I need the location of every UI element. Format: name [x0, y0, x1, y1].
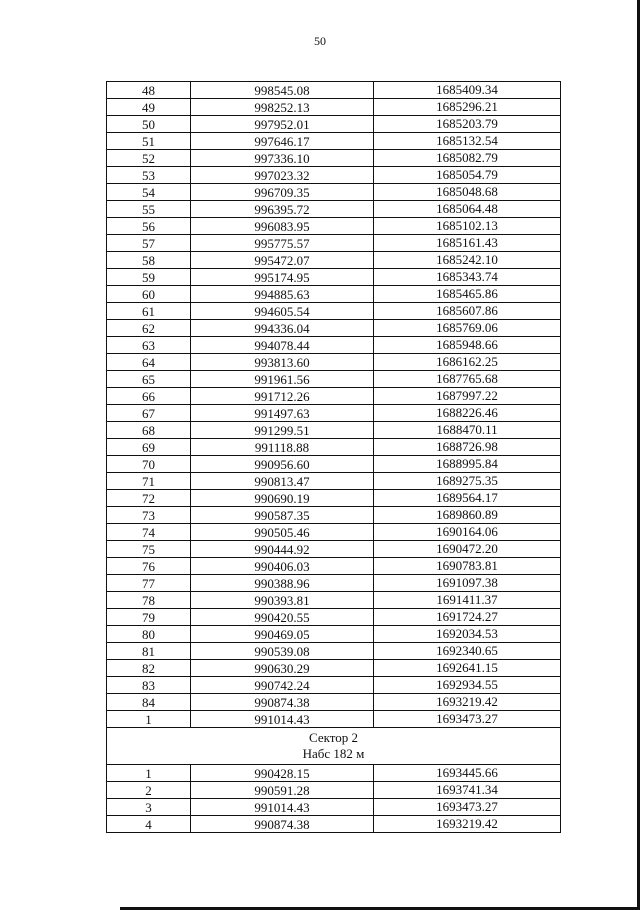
x-coordinate-cell: 994336.04: [191, 320, 374, 337]
x-coordinate-cell: 994078.44: [191, 337, 374, 354]
y-coordinate-cell: 1693473.27: [374, 711, 561, 728]
table-row: [107, 439, 561, 456]
x-coordinate-cell: 995775.57: [191, 235, 374, 252]
point-number-cell: 60: [107, 286, 191, 303]
x-coordinate-cell: 990742.24: [191, 677, 374, 694]
table-row: [107, 541, 561, 558]
table-row: [107, 167, 561, 184]
y-coordinate-cell: 1692034.53: [374, 626, 561, 643]
point-number-cell: 82: [107, 660, 191, 677]
point-number-cell: 80: [107, 626, 191, 643]
point-number-cell: 56: [107, 218, 191, 235]
table-row: [107, 558, 561, 575]
table-row: [107, 456, 561, 473]
y-coordinate-cell: 1685054.79: [374, 167, 561, 184]
point-number-cell: 70: [107, 456, 191, 473]
x-coordinate-cell: 991014.43: [191, 711, 374, 728]
y-coordinate-cell: 1689275.35: [374, 473, 561, 490]
table-row: [107, 524, 561, 541]
table-row: [107, 286, 561, 303]
table-row: [107, 320, 561, 337]
y-coordinate-cell: 1688726.98: [374, 439, 561, 456]
point-number-cell: 84: [107, 694, 191, 711]
x-coordinate-cell: 998252.13: [191, 99, 374, 116]
point-number-cell: 67: [107, 405, 191, 422]
y-coordinate-cell: 1686162.25: [374, 354, 561, 371]
y-coordinate-cell: 1685064.48: [374, 201, 561, 218]
point-number-cell: 68: [107, 422, 191, 439]
table-row: [107, 337, 561, 354]
point-number-cell: 71: [107, 473, 191, 490]
point-number-cell: 54: [107, 184, 191, 201]
table-row: [107, 252, 561, 269]
sector-header-body: [107, 728, 561, 765]
y-coordinate-cell: 1685409.34: [374, 82, 561, 99]
table-row: [107, 643, 561, 660]
y-coordinate-cell: 1693741.34: [374, 782, 561, 799]
x-coordinate-cell: 995472.07: [191, 252, 374, 269]
y-coordinate-cell: 1690783.81: [374, 558, 561, 575]
y-coordinate-cell: 1692934.55: [374, 677, 561, 694]
table-row: [107, 490, 561, 507]
y-coordinate-cell: 1685102.13: [374, 218, 561, 235]
coordinates-table: [106, 81, 561, 833]
y-coordinate-cell: 1693473.27: [374, 799, 561, 816]
x-coordinate-cell: 990587.35: [191, 507, 374, 524]
point-number-cell: 59: [107, 269, 191, 286]
y-coordinate-cell: 1685203.79: [374, 116, 561, 133]
point-number-cell: 48: [107, 82, 191, 99]
table-body-main: [107, 82, 561, 728]
table-row: [107, 116, 561, 133]
sector-header-cell: [107, 728, 561, 765]
y-coordinate-cell: 1685296.21: [374, 99, 561, 116]
point-number-cell: 1: [107, 711, 191, 728]
y-coordinate-cell: 1689564.17: [374, 490, 561, 507]
point-number-cell: 52: [107, 150, 191, 167]
point-number-cell: 1: [107, 765, 191, 782]
y-coordinate-cell: 1685465.86: [374, 286, 561, 303]
y-coordinate-cell: 1687765.68: [374, 371, 561, 388]
table-row: [107, 184, 561, 201]
y-coordinate-cell: 1690164.06: [374, 524, 561, 541]
table-row: [107, 626, 561, 643]
table-row: [107, 99, 561, 116]
point-number-cell: 49: [107, 99, 191, 116]
x-coordinate-cell: 996395.72: [191, 201, 374, 218]
point-number-cell: 74: [107, 524, 191, 541]
table-row: [107, 235, 561, 252]
y-coordinate-cell: 1691411.37: [374, 592, 561, 609]
table-row: [107, 592, 561, 609]
x-coordinate-cell: 991712.26: [191, 388, 374, 405]
point-number-cell: 64: [107, 354, 191, 371]
table-row: [107, 150, 561, 167]
x-coordinate-cell: 990874.38: [191, 816, 374, 833]
y-coordinate-cell: 1688226.46: [374, 405, 561, 422]
table-row: [107, 422, 561, 439]
x-coordinate-cell: 990690.19: [191, 490, 374, 507]
y-coordinate-cell: 1685048.68: [374, 184, 561, 201]
x-coordinate-cell: 991961.56: [191, 371, 374, 388]
point-number-cell: 73: [107, 507, 191, 524]
point-number-cell: 69: [107, 439, 191, 456]
table-row: [107, 507, 561, 524]
y-coordinate-cell: 1685242.10: [374, 252, 561, 269]
table-body-sector-2: [107, 765, 561, 833]
table-row: [107, 405, 561, 422]
sector-height: Набс 182 м: [302, 746, 365, 761]
table-row: [107, 694, 561, 711]
point-number-cell: 78: [107, 592, 191, 609]
y-coordinate-cell: 1691097.38: [374, 575, 561, 592]
x-coordinate-cell: 990428.15: [191, 765, 374, 782]
point-number-cell: 50: [107, 116, 191, 133]
x-coordinate-cell: 991118.88: [191, 439, 374, 456]
y-coordinate-cell: 1685948.66: [374, 337, 561, 354]
x-coordinate-cell: 991014.43: [191, 799, 374, 816]
x-coordinate-cell: 990388.96: [191, 575, 374, 592]
y-coordinate-cell: 1685607.86: [374, 303, 561, 320]
table-row: [107, 609, 561, 626]
y-coordinate-cell: 1687997.22: [374, 388, 561, 405]
x-coordinate-cell: 995174.95: [191, 269, 374, 286]
y-coordinate-cell: 1688995.84: [374, 456, 561, 473]
y-coordinate-cell: 1693219.42: [374, 694, 561, 711]
y-coordinate-cell: 1691724.27: [374, 609, 561, 626]
x-coordinate-cell: 990539.08: [191, 643, 374, 660]
y-coordinate-cell: 1693219.42: [374, 816, 561, 833]
point-number-cell: 75: [107, 541, 191, 558]
point-number-cell: 4: [107, 816, 191, 833]
y-coordinate-cell: 1692340.65: [374, 643, 561, 660]
point-number-cell: 79: [107, 609, 191, 626]
point-number-cell: 72: [107, 490, 191, 507]
x-coordinate-cell: 990469.05: [191, 626, 374, 643]
point-number-cell: 58: [107, 252, 191, 269]
table-row: [107, 711, 561, 728]
x-coordinate-cell: 990444.92: [191, 541, 374, 558]
x-coordinate-cell: 998545.08: [191, 82, 374, 99]
table-row: [107, 575, 561, 592]
page-number: 50: [314, 34, 326, 48]
table-row: [107, 388, 561, 405]
point-number-cell: 65: [107, 371, 191, 388]
x-coordinate-cell: 997646.17: [191, 133, 374, 150]
x-coordinate-cell: 997023.32: [191, 167, 374, 184]
point-number-cell: 51: [107, 133, 191, 150]
table-row: [107, 677, 561, 694]
table-row: [107, 660, 561, 677]
sector-header-row: [107, 728, 561, 765]
x-coordinate-cell: 997952.01: [191, 116, 374, 133]
x-coordinate-cell: 996709.35: [191, 184, 374, 201]
y-coordinate-cell: 1693445.66: [374, 765, 561, 782]
point-number-cell: 63: [107, 337, 191, 354]
x-coordinate-cell: 991497.63: [191, 405, 374, 422]
table-row: [107, 303, 561, 320]
x-coordinate-cell: 990505.46: [191, 524, 374, 541]
y-coordinate-cell: 1685769.06: [374, 320, 561, 337]
point-number-cell: 83: [107, 677, 191, 694]
table-row: [107, 133, 561, 150]
point-number-cell: 76: [107, 558, 191, 575]
y-coordinate-cell: 1685132.54: [374, 133, 561, 150]
point-number-cell: 66: [107, 388, 191, 405]
x-coordinate-cell: 993813.60: [191, 354, 374, 371]
table-row: [107, 782, 561, 799]
point-number-cell: 62: [107, 320, 191, 337]
x-coordinate-cell: 990630.29: [191, 660, 374, 677]
point-number-cell: 3: [107, 799, 191, 816]
y-coordinate-cell: 1685343.74: [374, 269, 561, 286]
table-row: [107, 765, 561, 782]
table-row: [107, 799, 561, 816]
x-coordinate-cell: 991299.51: [191, 422, 374, 439]
y-coordinate-cell: 1690472.20: [374, 541, 561, 558]
table-row: [107, 218, 561, 235]
point-number-cell: 61: [107, 303, 191, 320]
x-coordinate-cell: 990956.60: [191, 456, 374, 473]
point-number-cell: 55: [107, 201, 191, 218]
x-coordinate-cell: 997336.10: [191, 150, 374, 167]
x-coordinate-cell: 990406.03: [191, 558, 374, 575]
point-number-cell: 77: [107, 575, 191, 592]
x-coordinate-cell: 990813.47: [191, 473, 374, 490]
table-row: [107, 473, 561, 490]
table-row: [107, 269, 561, 286]
x-coordinate-cell: 990874.38: [191, 694, 374, 711]
point-number-cell: 81: [107, 643, 191, 660]
y-coordinate-cell: 1685161.43: [374, 235, 561, 252]
y-coordinate-cell: 1692641.15: [374, 660, 561, 677]
table-row: [107, 82, 561, 99]
y-coordinate-cell: 1688470.11: [374, 422, 561, 439]
point-number-cell: 2: [107, 782, 191, 799]
y-coordinate-cell: 1689860.89: [374, 507, 561, 524]
x-coordinate-cell: 994605.54: [191, 303, 374, 320]
point-number-cell: 53: [107, 167, 191, 184]
y-coordinate-cell: 1685082.79: [374, 150, 561, 167]
point-number-cell: 57: [107, 235, 191, 252]
x-coordinate-cell: 994885.63: [191, 286, 374, 303]
x-coordinate-cell: 990420.55: [191, 609, 374, 626]
table-row: [107, 816, 561, 833]
table-row: [107, 371, 561, 388]
x-coordinate-cell: 990591.28: [191, 782, 374, 799]
table-row: [107, 201, 561, 218]
x-coordinate-cell: 996083.95: [191, 218, 374, 235]
table-row: [107, 354, 561, 371]
x-coordinate-cell: 990393.81: [191, 592, 374, 609]
sector-name: Сектор 2: [308, 730, 358, 745]
